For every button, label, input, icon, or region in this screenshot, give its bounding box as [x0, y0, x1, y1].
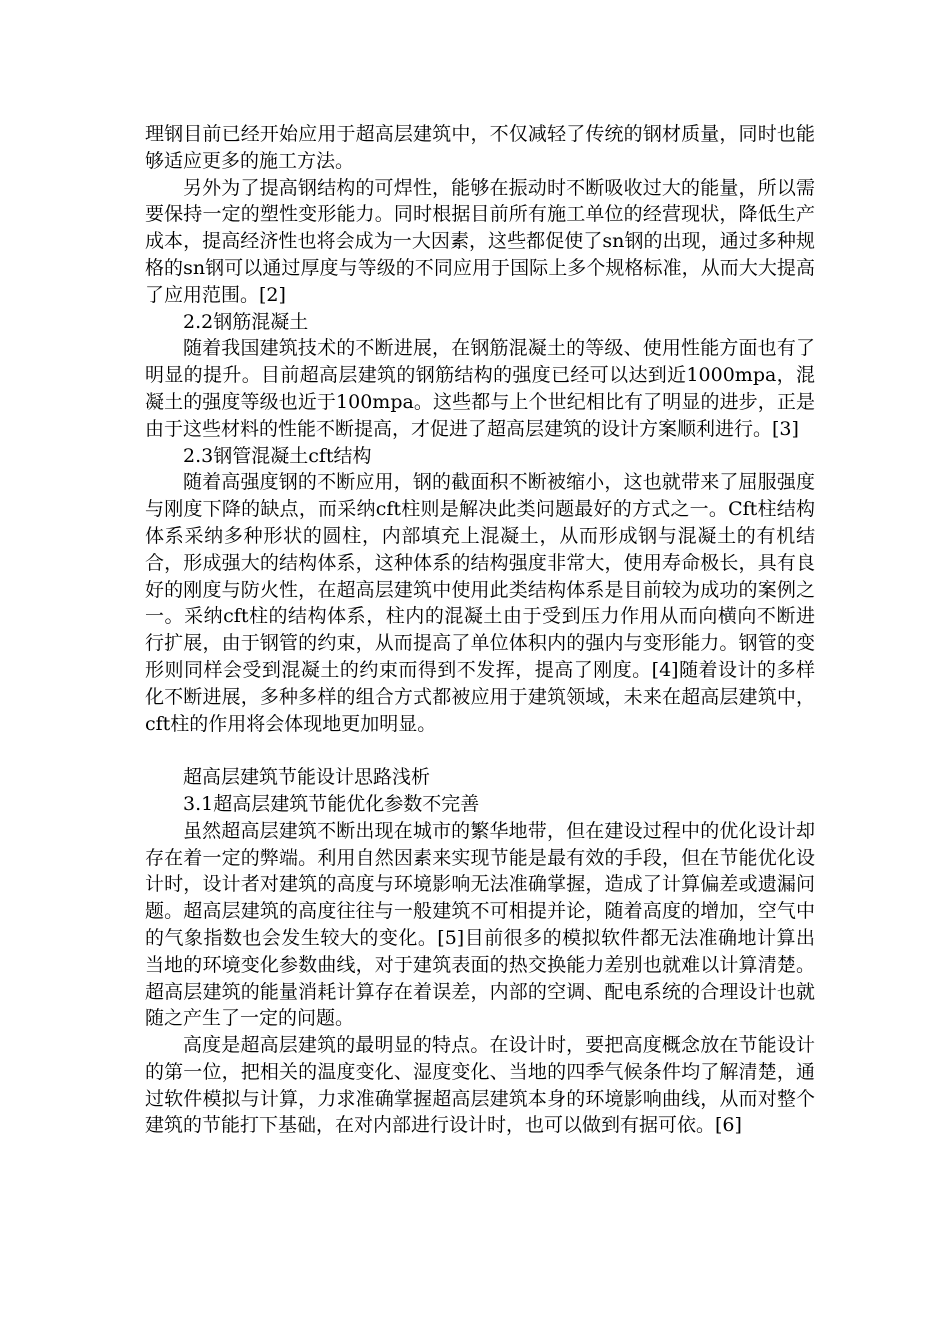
- heading-2-3: 2.3钢管混凝土cft结构: [183, 444, 372, 467]
- paragraph-reinforced-concrete: 随着我国建筑技术的不断进展，在钢筋混凝土的等级、使用性能方面也有了明显的提升。目前超高层建筑的钢筋结构的强度已经可以达到近1000mpa，混凝土的强度等级也近于100mpa。这些都与上个世纪相比有了明显的进步，正是由于这些材料的性能不断提高，才促进了超高层建筑的设计方案顺利进行。[3]: [145, 337, 815, 440]
- paragraph-cft-structure: 随着高强度钢的不断应用，钢的截面积不断被缩小，这也就带来了屈服强度与刚度下降的缺点，而采纳cft柱则是解决此类问题最好的方式之一。Cft柱结构体系采纳多种形状的圆柱，内部填充上混凝土，从而形成钢与混凝土的有机结合，形成强大的结构体系，这种体系的结构强度非常大，使用寿命极长，具有良好的刚度与防火性，在超高层建筑中使用此类结构体系是目前较为成功的案例之一。采纳cft柱的结构体系，柱内的混凝土由于受到压力作用从而向横向不断进行扩展，由于钢管的约束，从而提高了单位体积内的强内与变形能力。钢管的变形则同样会受到混凝土的约束而得到不发挥，提高了刚度。[4]随着设计的多样化不断进展，多种多样的组合方式都被应用于建筑领域，未来在超高层建筑中，cft柱的作用将会体现地更加明显。: [145, 471, 815, 735]
- heading-2-2: 2.2钢筋混凝土: [183, 310, 309, 333]
- paragraph-sn-steel: 另外为了提高钢结构的可焊性，能够在振动时不断吸收过大的能量，所以需要保持一定的塑性变形能力。同时根据目前所有施工单位的经营现状，降低生产成本，提高经济性也将会成为一大因素，这些都促使了sn钢的出现，通过多种规格的sn钢可以通过厚度与等级的不同应用于国际上多个规格标准，从而大大提高了应用范围。[2]: [145, 176, 815, 306]
- heading-energy-design: 超高层建筑节能设计思路浅析: [183, 766, 431, 789]
- document-page: [145, 121, 815, 1139]
- paragraph-optimization-params: 虽然超高层建筑不断出现在城市的繁华地带，但在建设过程中的优化设计却存在着一定的弊端。利用自然因素来实现节能是最有效的手段，但在节能优化设计时，设计者对建筑的高度与环境影响无法准确掌握，造成了计算偏差或遗漏问题。超高层建筑的高度往往与一般建筑不可相提并论，随着高度的增加，空气中的气象指数也会发生较大的变化。[5]目前很多的模拟软件都无法准确地计算出当地的环境变化参数曲线，对于建筑表面的热交换能力差别也就难以计算清楚。超高层建筑的能量消耗计算存在着误差，内部的空调、配电系统的合理设计也就随之产生了一定的问题。: [145, 819, 815, 1030]
- paragraph-height-feature: 高度是超高层建筑的最明显的特点。在设计时，要把高度概念放在节能设计的第一位，把相关的温度变化、湿度变化、当地的四季气候条件均了解清楚，通过软件模拟与计算，力求准确掌握超高层建筑本身的环境影响曲线，从而对整个建筑的节能打下基础，在对内部进行设计时，也可以做到有据可依。[6]: [145, 1034, 815, 1137]
- heading-3-1: 3.1超高层建筑节能优化参数不完善: [183, 792, 480, 815]
- section-gap: [145, 737, 815, 764]
- paragraph-steel-continuation: 理钢目前已经开始应用于超高层建筑中，不仅减轻了传统的钢材质量，同时也能够适应更多的施工方法。: [145, 123, 815, 172]
